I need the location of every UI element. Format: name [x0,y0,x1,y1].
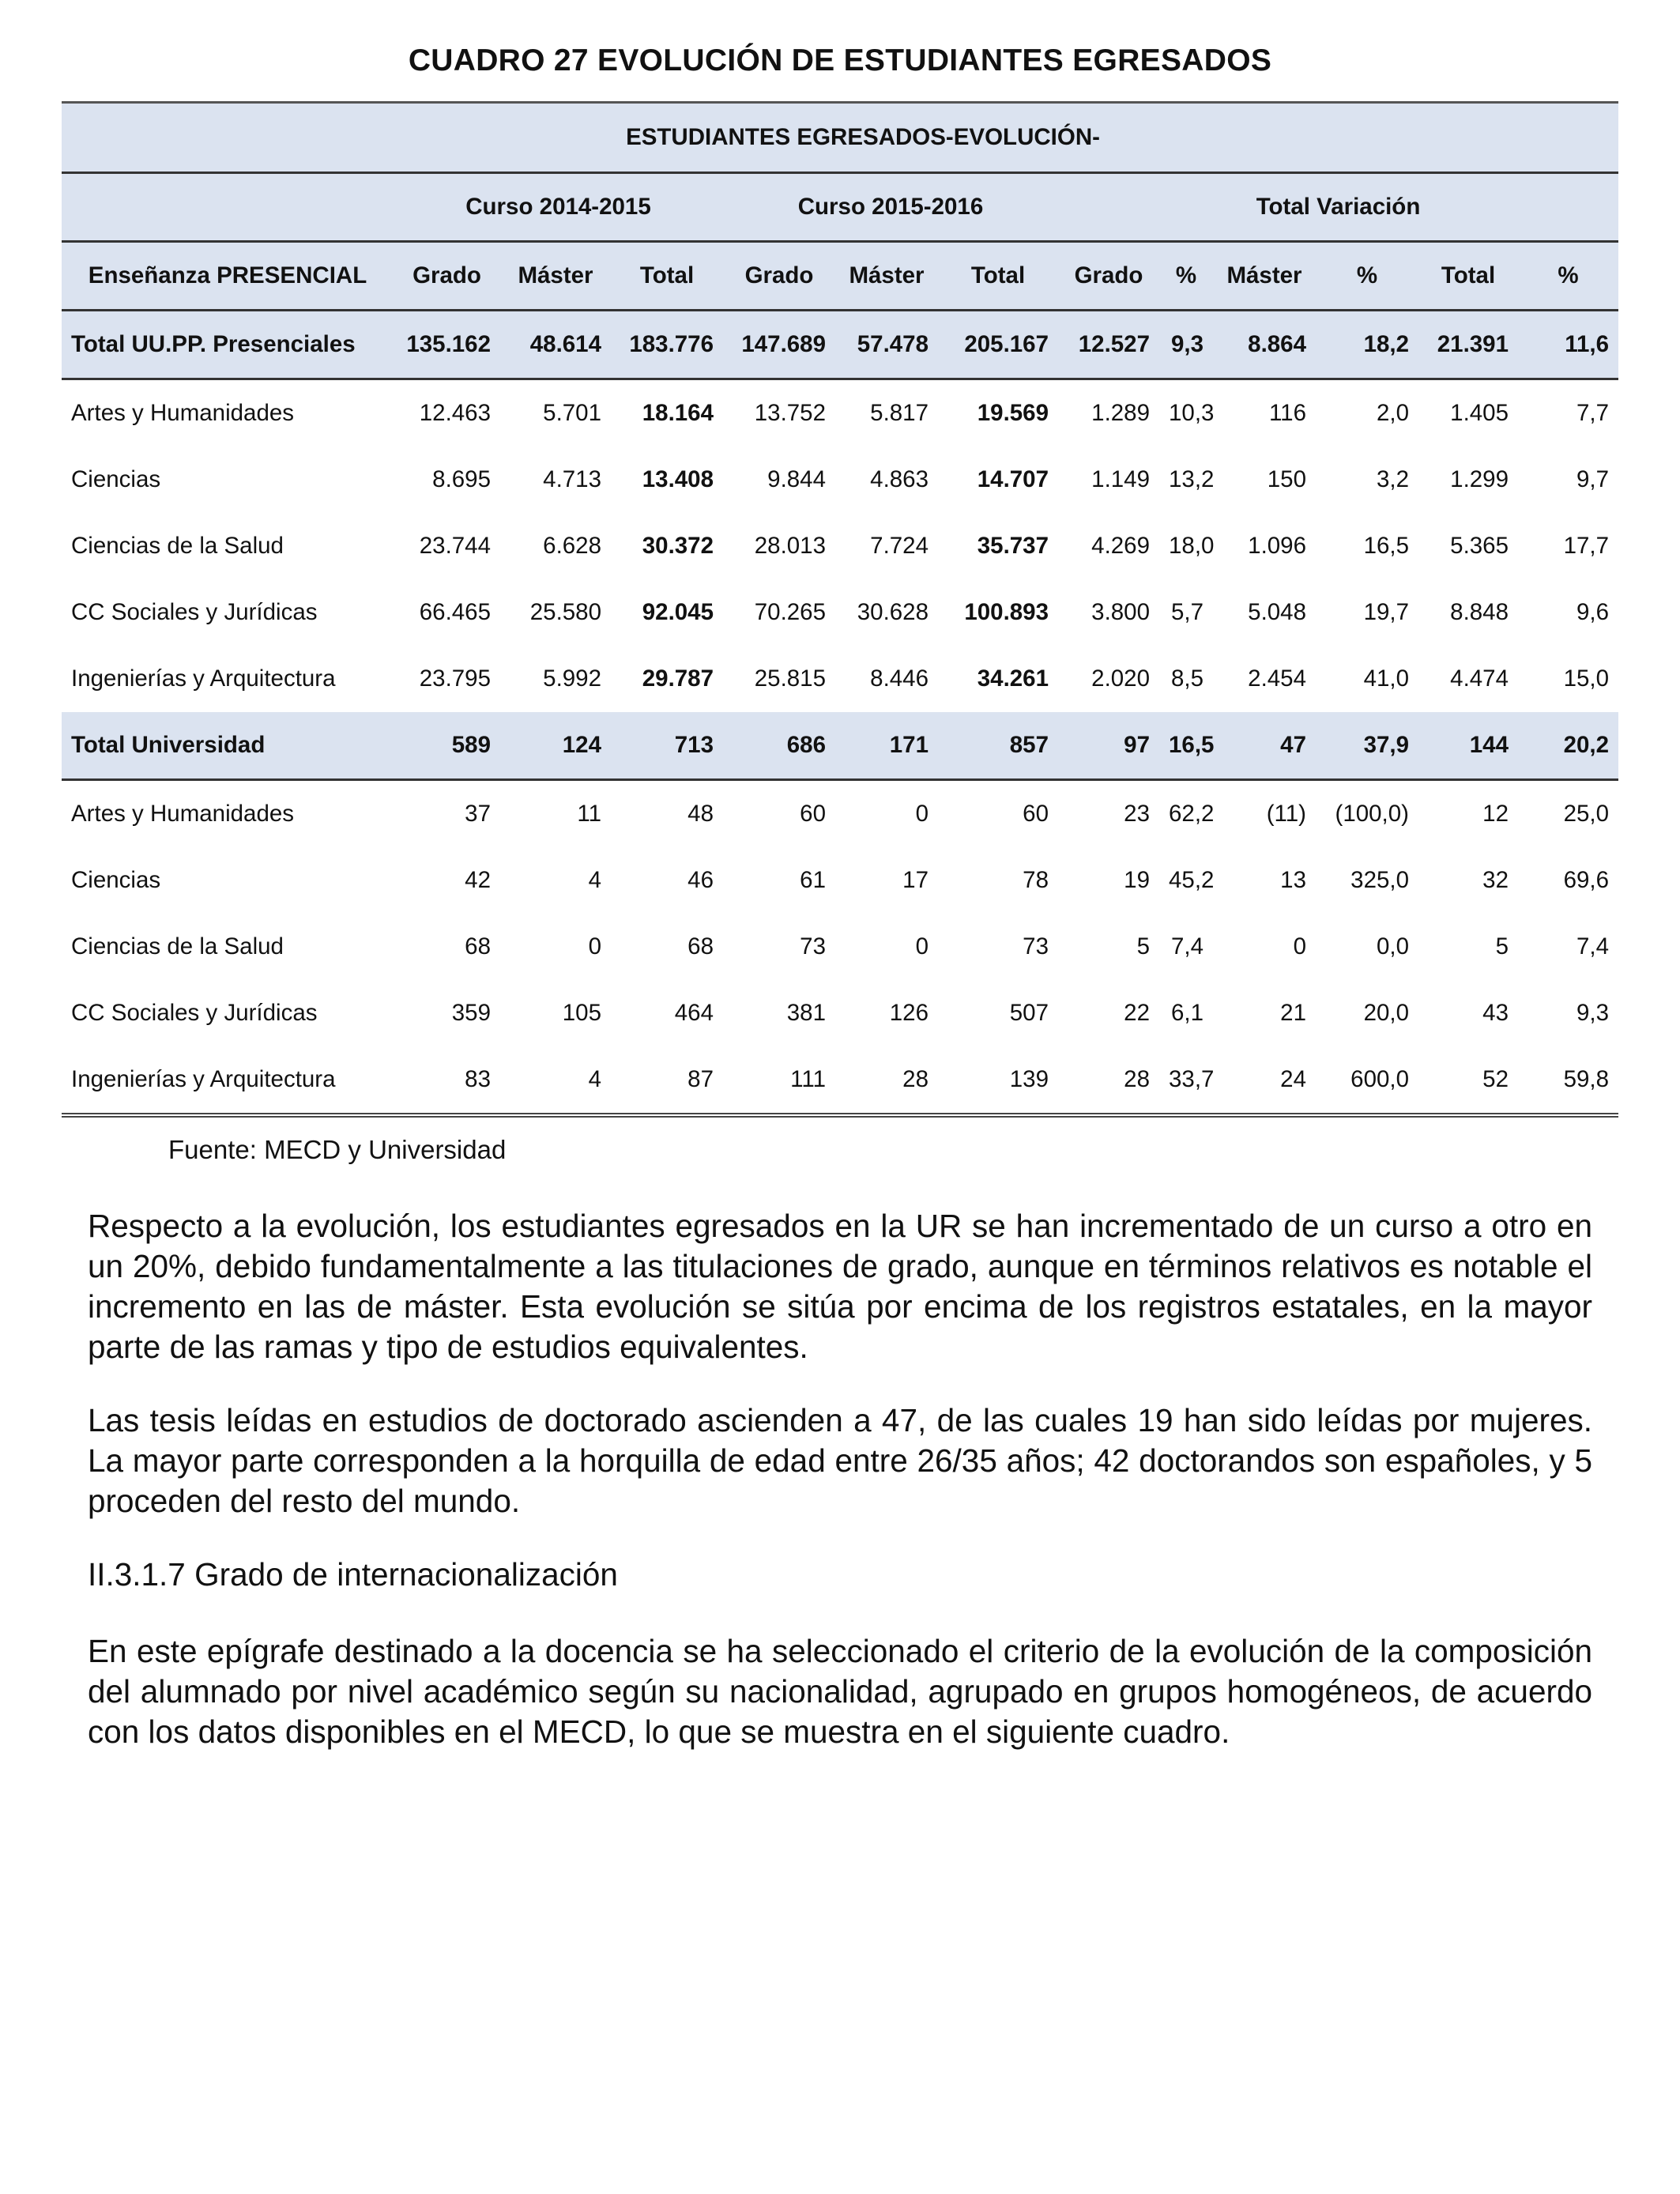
table-cell: 507 [1009,1000,1049,1026]
table-cell: 83 [394,1046,500,1115]
row-label: Ingenierías y Arquitectura [62,1046,394,1115]
table-cell: 15,0 [1563,665,1610,692]
table-cell: 5.701 [543,400,601,426]
table-cell: 144 [1418,712,1518,780]
group-header-2014-2015: Curso 2014-2015 [394,173,723,242]
table-cell: 16,5 [1159,712,1213,780]
table-cell: 8.446 [870,665,929,692]
paragraph-doctoral-theses: Las tesis leídas en estudios de doctorado ascienden a 47, de las cuales 19 han sido leídas por mujeres. La mayor parte corresponden a la horquilla de edad entre 26/35 años; 42 doctorandos son españoles, y 5 proceden del resto del mundo. [88,1402,1592,1519]
graduates-table [62,101,1618,1118]
table-cell: 12.527 [1058,311,1159,379]
table-cell: 9,6 [1576,599,1610,625]
table-cell: 381 [786,1000,826,1026]
group-header-total-variacion: Total Variación [1058,173,1618,242]
table-row [62,513,1618,579]
table-cell: 13.752 [754,400,826,426]
table-cell: 5.992 [543,665,601,692]
table-cell: 92.045 [642,599,714,625]
column-header: Grado [1058,242,1159,311]
table-cell: 20,2 [1518,712,1618,780]
table-cell: 47 [1213,712,1316,780]
table-cell: 13,2 [1169,466,1215,492]
table-source: Fuente: MECD y Universidad [168,1135,507,1164]
table-cell: 87 [611,1046,723,1115]
table-cell: 2,0 [1376,400,1409,426]
table-cell: 12.463 [419,400,491,426]
table-cell: 17 [902,867,929,893]
table-cell: 35.737 [977,533,1049,559]
header-row-supertitle [62,104,1618,173]
table-cell: 19,7 [1363,599,1409,625]
table-cell: 28.013 [754,533,826,559]
table-cell: 105 [562,1000,601,1026]
row-label: Ciencias [71,867,161,893]
table-cell: 30.628 [857,599,929,625]
row-label: CC Sociales y Jurídicas [71,1000,318,1026]
table-cell: 28 [835,1046,938,1115]
table-cell: 3,2 [1376,466,1409,492]
table-cell: 66.465 [419,599,491,625]
table-cell: 205.167 [938,311,1058,379]
table-cell: 61 [800,867,826,893]
table-cell: 7,7 [1576,400,1610,426]
row-label: Total Universidad [62,712,394,780]
table-cell: 9.844 [767,466,826,492]
table-cell: 713 [611,712,723,780]
table-row [62,447,1618,513]
column-header: Enseñanza PRESENCIAL [62,242,394,311]
table-cell: 4 [500,1046,611,1115]
header-row-groups [62,173,1618,242]
table-cell: 41,0 [1363,665,1409,692]
table-cell: 23 [1124,801,1150,827]
table-cell: 9,3 [1159,311,1213,379]
table-cell: 4 [588,867,601,893]
table-cell: 4.269 [1091,533,1150,559]
table-cell: 0 [915,801,929,827]
table-cell: 126 [889,1000,929,1026]
table-cell: 9,7 [1576,466,1610,492]
table-cell: 135.162 [394,311,500,379]
table-cell: 100.893 [964,599,1049,625]
table-cell: 78 [1023,867,1049,893]
table-cell: 60 [800,801,826,827]
table-cell: 5.817 [870,400,929,426]
table-cell: 18,2 [1316,311,1418,379]
table-cell: 33,7 [1159,1046,1213,1115]
table-cell: 11,6 [1518,311,1618,379]
table-cell: 69,6 [1563,867,1610,893]
table-cell: 4.474 [1450,665,1509,692]
table-cell: 464 [674,1000,714,1026]
table-cell: 42 [465,867,491,893]
table-cell: 2.020 [1091,665,1150,692]
header-row-columns [62,242,1618,311]
table-cell: 18,0 [1169,533,1215,559]
table-cell: 59,8 [1518,1046,1618,1115]
group-header-2015-2016: Curso 2015-2016 [723,173,1058,242]
table-cell: 11 [577,801,601,827]
table-cell: (11) [1266,801,1306,827]
column-header: % [1159,242,1213,311]
table-cell: 5 [1495,933,1509,959]
table-row [62,379,1618,447]
table-cell: 5,7 [1170,599,1203,625]
table-row [62,980,1618,1046]
table-cell: 21.391 [1418,311,1518,379]
table-cell: 139 [938,1046,1058,1115]
table-cell: 37,9 [1316,712,1418,780]
table-cell: 4.863 [870,466,929,492]
table-cell: 8.848 [1450,599,1509,625]
table-cell: 14.707 [977,466,1049,492]
table-cell: 68 [465,933,491,959]
table-cell: 25.580 [529,599,601,625]
row-label: Artes y Humanidades [71,801,295,827]
subtotal-row [62,311,1618,379]
table-cell: 1.289 [1091,400,1150,426]
table-cell: 147.689 [723,311,835,379]
table-cell: 7,4 [1576,933,1610,959]
table-cell: 68 [687,933,714,959]
table-cell: 16,5 [1363,533,1409,559]
table-cell: 116 [1268,400,1306,426]
table-cell: 9,3 [1576,1000,1610,1026]
column-header: Total [1418,242,1518,311]
section-heading: II.3.1.7 Grado de internacionalización [88,1556,618,1593]
table-row [62,847,1618,914]
column-header: Grado [723,242,835,311]
table-cell: 25,0 [1563,801,1610,827]
table-cell: 62,2 [1169,801,1215,827]
table-cell: 5.365 [1450,533,1509,559]
table-cell: 30.372 [642,533,714,559]
table-cell: 8.695 [432,466,491,492]
table-cell: 19.569 [977,400,1049,426]
table-cell: 589 [394,712,500,780]
table-cell: 52 [1418,1046,1518,1115]
table-cell: 97 [1058,712,1159,780]
table-row [62,780,1618,848]
table-cell: 10,3 [1169,400,1215,426]
paragraph-internationalization: En este epígrafe destinado a la docencia se ha seleccionado el criterio de la evolución de la composición del alumnado por nivel académico según su nacionalidad, agrupado en grupos homogéneos, de acuerdo con los datos disponibles en el MECD, lo que se muestra en el siguiente cuadro. [88,1633,1592,1750]
table-cell: (100,0) [1335,801,1409,827]
table-cell: 13.408 [642,466,714,492]
table-cell: 7,4 [1170,933,1203,959]
table-cell: 5 [1136,933,1150,959]
table-cell: 1.405 [1450,400,1509,426]
row-label: Ciencias de la Salud [71,533,284,559]
table-cell: 0,0 [1376,933,1409,959]
table-cell: 857 [938,712,1058,780]
row-label: Ingenierías y Arquitectura [71,665,336,692]
table-cell: 12 [1482,801,1509,827]
table-cell: 28 [1058,1046,1159,1115]
table-cell: 6,1 [1170,1000,1203,1026]
column-header: % [1316,242,1418,311]
table-cell: 18.164 [642,400,714,426]
table-cell: 2.454 [1248,665,1306,692]
table-cell: 686 [723,712,835,780]
graduates-table-container [62,101,1618,1118]
table-cell: 325,0 [1350,867,1409,893]
table-cell: 70.265 [754,599,826,625]
table-row [62,579,1618,646]
table-cell: 24 [1213,1046,1316,1115]
table-cell: 46 [687,867,714,893]
page-title: CUADRO 27 EVOLUCIÓN DE ESTUDIANTES EGRESADOS [408,43,1272,77]
column-header: Total [611,242,723,311]
table-cell: 1.149 [1091,466,1150,492]
table-cell: 359 [451,1000,491,1026]
table-cell: 1.096 [1248,533,1306,559]
table-cell: 34.261 [977,665,1049,692]
table-cell: 8.864 [1213,311,1316,379]
subtotal-row [62,712,1618,780]
table-cell: 21 [1280,1000,1306,1026]
table-cell: 19 [1124,867,1150,893]
column-header: Total [938,242,1058,311]
table-cell: 43 [1482,1000,1509,1026]
row-label: Total UU.PP. Presenciales [62,311,394,379]
table-cell: 48.614 [500,311,611,379]
table-cell: 17,7 [1563,533,1610,559]
table-cell: 57.478 [835,311,938,379]
table-cell: 32 [1482,867,1509,893]
table-cell: 4.713 [543,466,601,492]
table-cell: 37 [465,801,491,827]
table-cell: 48 [687,801,714,827]
table-cell: 0 [588,933,601,959]
column-header: Máster [1213,242,1316,311]
row-label: Ciencias de la Salud [71,933,284,959]
table-cell: 23.744 [419,533,491,559]
table-row [62,914,1618,980]
table-cell: 22 [1124,1000,1150,1026]
table-cell: 8,5 [1170,665,1203,692]
table-cell: 6.628 [543,533,601,559]
table-cell: 150 [1267,466,1306,492]
table-cell: 45,2 [1169,867,1215,893]
table-cell: 60 [1023,801,1049,827]
table-cell: 5.048 [1248,599,1306,625]
table-cell: 73 [1023,933,1049,959]
row-label: Artes y Humanidades [71,400,295,426]
table-row [62,646,1618,712]
table-cell: 600,0 [1316,1046,1418,1115]
table-cell: 0 [1293,933,1306,959]
table-cell: 23.795 [419,665,491,692]
table-cell: 73 [800,933,826,959]
table-cell: 124 [500,712,611,780]
column-header: Máster [500,242,611,311]
table-cell: 20,0 [1363,1000,1409,1026]
table-cell: 183.776 [611,311,723,379]
table-cell: 0 [915,933,929,959]
table-supertitle: ESTUDIANTES EGRESADOS-EVOLUCIÓN- [626,124,1100,150]
table-cell: 13 [1280,867,1306,893]
table-cell: 25.815 [754,665,826,692]
row-label: CC Sociales y Jurídicas [71,599,318,625]
table-cell: 1.299 [1450,466,1509,492]
column-header: % [1518,242,1618,311]
column-header: Máster [835,242,938,311]
table-cell: 171 [835,712,938,780]
table-cell: 7.724 [870,533,929,559]
table-cell: 3.800 [1091,599,1150,625]
table-cell: 111 [723,1046,835,1115]
paragraph-evolution: Respecto a la evolución, los estudiantes egresados en la UR se han incrementado de un curso a otro en un 20%, debido fundamentalmente a las titulaciones de grado, aunque en términos relativos es notable el incremento en las de máster. Esta evolución se sitúa por encima de los registros estatales, en la mayor parte de las ramas y tipo de estudios equivalentes. [88,1208,1592,1365]
row-label: Ciencias [71,466,161,492]
table-row [62,1046,1618,1115]
table-cell: 29.787 [642,665,714,692]
column-header: Grado [394,242,500,311]
